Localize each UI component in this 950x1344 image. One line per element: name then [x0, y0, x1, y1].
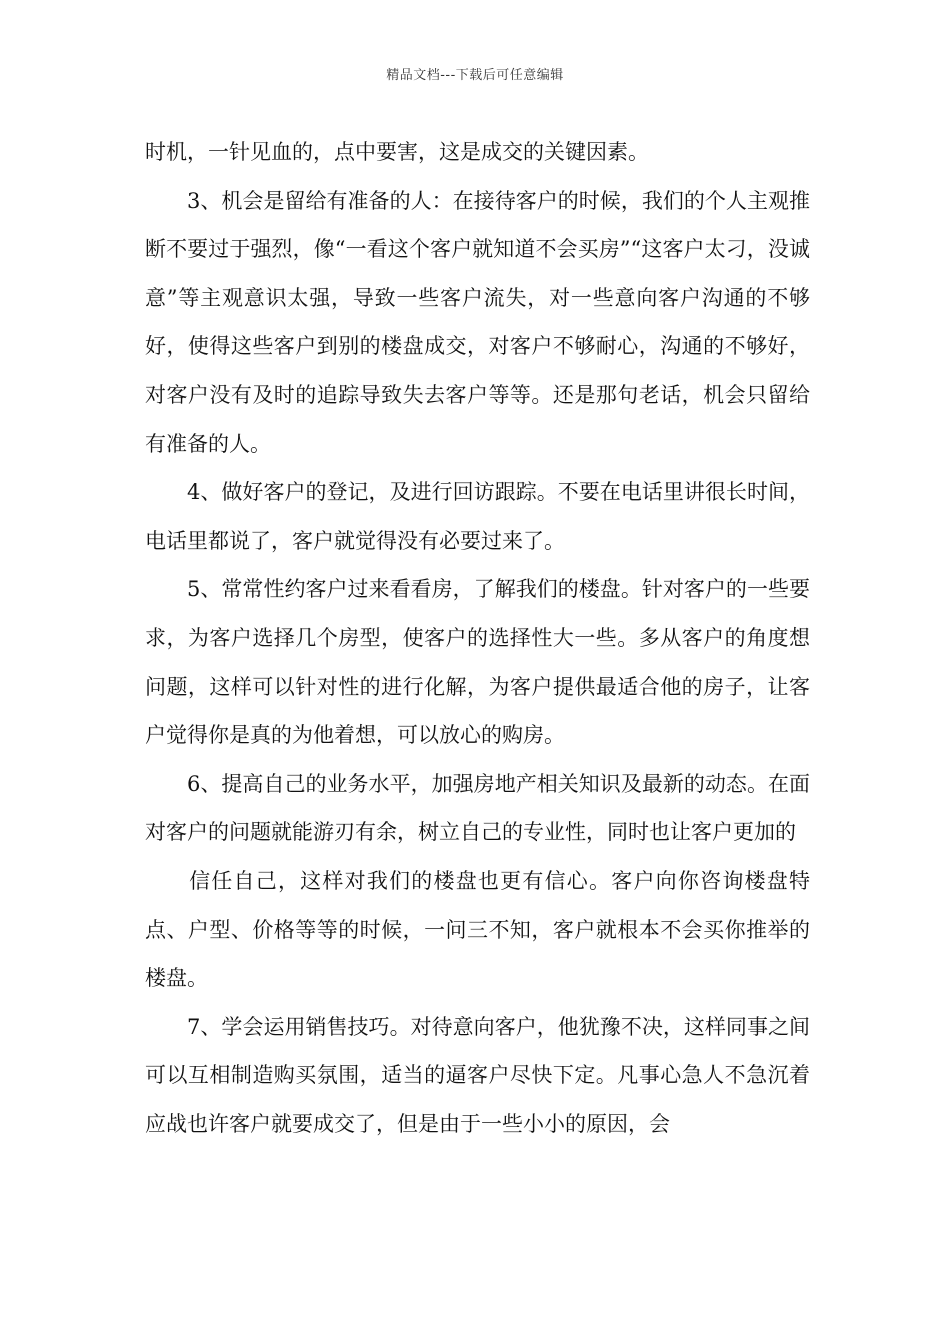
paragraph-7: 7、学会运用销售技巧。对待意向客户，他犹豫不决，这样同事之间可以互相制造购买氛围，适当的逼客户尽快下定。凡事心急人不急沉着应战也许客户就要成交了，但是由于一些小小的原因，会 [145, 1014, 810, 1136]
paragraph-3: 4、做好客户的登记，及进行回访跟踪。不要在电话里讲很长时间，电话里都说了，客户就觉得没有必要过来了。 [145, 480, 810, 553]
paragraph-2: 3、机会是留给有准备的人：在接待客户的时候，我们的个人主观推断不要过于强烈，像“一看这个客户就知道不会买房”“这客户太刁，没诚意”等主观意识太强，导致一些客户流失，对一些意向客户沟通的不够好，使得这些客户到别的楼盘成交，对客户不够耐心，沟通的不够好，对客户没有及时的追踪导致失去客户等等。还是那句老话，机会只留给有准备的人。 [145, 188, 810, 456]
paragraph-5: 6、提高自己的业务水平，加强房地产相关知识及最新的动态。在面对客户的问题就能游刃有余，树立自己的专业性，同时也让客户更加的 [145, 771, 810, 845]
paragraph-6: 信任自己，这样对我们的楼盘也更有信心。客户向你咨询楼盘特点、户型、价格等等的时候，一问三不知，客户就根本不会买你推举的楼盘。 [145, 868, 810, 991]
paragraph-4: 5、常常性约客户过来看看房，了解我们的楼盘。针对客户的一些要求，为客户选择几个房型，使客户的选择性大一些。多从客户的角度想问题，这样可以针对性的进行化解，为客户提供最适合他的房子，让客户觉得你是真的为他着想，可以放心的购房。 [145, 577, 810, 748]
document-body [145, 128, 810, 1148]
page-header: 精品文档---下载后可任意编辑 [386, 68, 564, 83]
paragraph-1: 时机，一针见血的，点中要害，这是成交的关键因素。 [145, 140, 649, 164]
